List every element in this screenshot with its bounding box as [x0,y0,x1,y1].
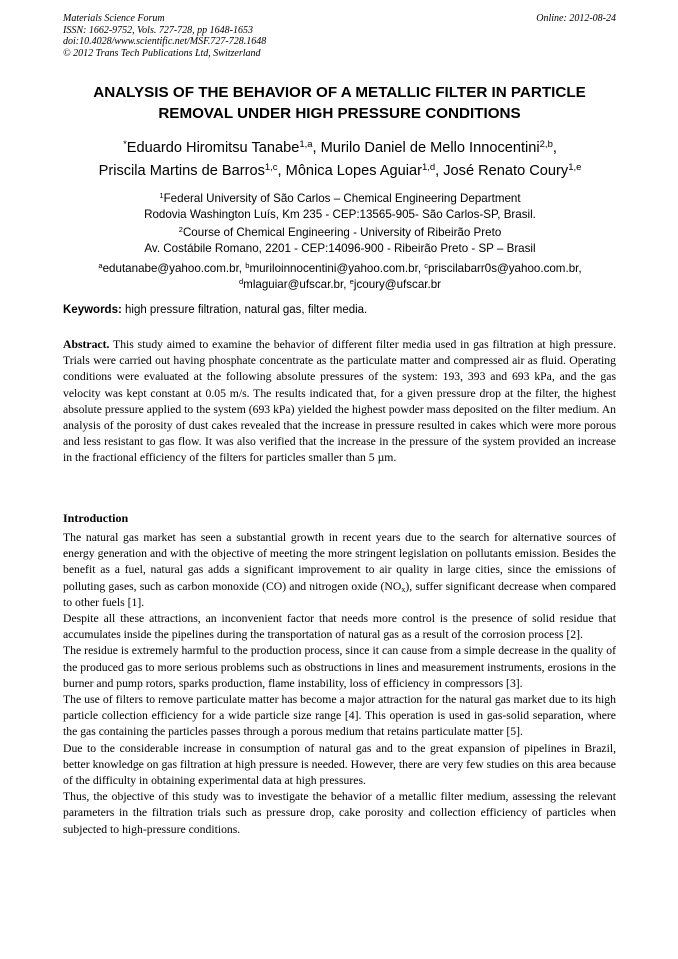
email-separator: , [238,262,246,275]
email-link[interactable]: muriloinnocentini@yahoo.com.br [249,262,418,275]
paragraph: The residue is extremely harmful to the production process, since it can cause from a simple decrease in the quality of the produced gas to more serious problems such as obstructions in lines and measurement instruments, erosions in the burner and pump rotors, sparks production, flame instability, loss of efficiency in compressors [3]. [63,644,616,690]
corresponding-mark: * [123,138,127,150]
issn-line: ISSN: 1662-9752, Vols. 727-728, pp 1648-1653 [63,24,253,36]
paragraph-text: ), suffer significant decrease when compared to other fuels [1]. [63,579,616,609]
section-heading: Introduction [63,511,129,525]
affiliation-name: Course of Chemical Engineering - University of Ribeirão Preto [182,226,502,239]
author-affiliation-mark: 1,c [264,161,278,173]
paragraph [63,530,616,611]
keywords-label: Keywords: [63,304,122,316]
email-link[interactable]: priscilabarr0s@yahoo.com.br [428,262,579,275]
title-line-1: ANALYSIS OF THE BEHAVIOR OF A METALLIC FILTER IN PARTICLE [93,84,586,101]
affiliation-1 [40,191,640,223]
affiliation-2 [40,225,640,257]
author-affiliation-mark: 1,e [568,161,582,173]
email-link[interactable]: jcoury@ufscar.br [353,278,442,291]
email-mark: a [98,260,103,270]
paragraph: The use of filters to remove particulate matter has become a major attraction for the natural gas market due to its high particle collection efficiency for a wide particle size range [4]. This operation is used in gas-solid separation, where the gas containing the particles passes through a porous medium that retains particulate matter [5]. [63,693,616,739]
author-name: Priscila Martins de Barros [98,163,265,179]
author-affiliation-mark: 1,a [299,138,313,150]
author-affiliation-mark: 2,b [539,138,553,150]
author-line-2 [40,160,640,183]
email-separator: , [578,262,582,275]
email-separator: , [417,262,425,275]
paragraph-text: The natural gas market has seen a substantial growth in recent years due to the search for alternative sources of energy generation and with the objective of meeting the more stringent legislation on pollutants emission. Besides the benefit as a fuel, natural gas adds a significant improvement to air quality in large cities, since the emissions of polluting gases, such as carbon monoxide (CO) and nitrogen oxide (NO [63,531,616,593]
affiliation-line [40,191,640,207]
author-line-1 [40,137,640,160]
affiliation-name: Federal University of São Carlos – Chemical Engineering Department [163,192,521,205]
email-line-2 [40,277,640,293]
paragraph: Thus, the objective of this study was to investigate the behavior of a metallic filter medium, assessing the relevant parameters in the filtration trials such as pressure drop, cake porosity and collection efficiency of particles when subjected to high-pressure conditions. [63,790,616,836]
keywords [63,303,616,318]
email-mark: d [238,276,244,286]
introduction-body [63,530,616,838]
affiliation-address: Rodovia Washington Luís, Km 235 - CEP:13565-905- São Carlos-SP, Brasil. [144,208,536,221]
email-list [40,261,640,293]
affiliation-mark: 1 [159,190,164,200]
keywords-text: high pressure filtration, natural gas, filter media. [121,304,368,316]
email-link[interactable]: edutanabe@yahoo.com.br [102,262,239,275]
title-line-2: REMOVAL UNDER HIGH PRESSURE CONDITIONS [158,105,521,122]
email-mark: c [424,260,429,270]
copyright-line: © 2012 Trans Tech Publications Ltd, Switzerland [63,47,261,59]
email-separator: , [343,278,350,291]
email-link[interactable]: mlaguiar@ufscar.br [243,278,344,291]
journal-name: Materials Science Forum [63,13,165,24]
author-name: Mônica Lopes Aguiar [285,163,422,179]
subscript: x [401,584,406,594]
author-affiliation-mark: 1,d [421,161,436,173]
online-date: Online: 2012-08-24 [536,13,616,24]
author-separator: , [435,163,444,179]
abstract-label: Abstract. [63,338,110,351]
journal-header [63,13,616,59]
author-name: Eduardo Hiromitsu Tanabe [126,140,300,156]
email-line-1 [40,261,640,277]
author-list [40,137,640,183]
affiliation-address: Av. Costábile Romano, 2201 - CEP:14096-900 - Ribeirão Preto - SP – Brasil [144,242,536,255]
affiliation-line [40,225,640,241]
author-separator: , [277,163,286,179]
email-mark: e [349,276,354,286]
abstract [63,337,616,467]
author-name: Murilo Daniel de Mello Innocentini [320,140,540,156]
paragraph: Despite all these attractions, an inconvenient factor that needs more control is the presence of solid residue that accumulates inside the pipelines during the transportation of natural gas as a result of the corrosion process [2]. [63,612,616,642]
abstract-text: This study aimed to examine the behavior of different filter media used in gas filtration at high pressure. Trials were carried out having phosphate concentrate as the particulate matter and compressed air as fluid. Operating conditions were evaluated at the following absolute pressures of the system: 193, 393 and 693 kPa, and the gas velocity was kept constant at 0.05 m/s. The results indicated that, for a given pressure drop at the filter, the highest absolute pressure applied to the system (693 kPa) yielded the highest powder mass deposited on the filter medium. An analysis of the porosity of dust cakes revealed that the increase in pressure resulted in cakes which were more porous and less resistant to gas flow. It was also verified that the increase in the pressure of the system provided an increase in the fractional efficiency of the filters for particles smaller than 5 µm. [63,338,616,465]
paragraph: Due to the considerable increase in consumption of natural gas and to the great expansion of pipelines in Brazil, better knowledge on gas filtration at high pressure is needed. However, there are very few studies on this area because of the difficulty in obtaining experimental data at high pressures. [63,741,616,788]
author-separator: , [312,140,321,156]
affiliation-mark: 2 [178,224,183,234]
paper-title [63,82,616,124]
doi-line: doi:10.4028/www.scientific.net/MSF.727-728.1648 [63,36,267,47]
email-mark: b [245,260,250,270]
author-name: José Renato Coury [443,163,569,179]
author-separator: , [552,140,557,156]
